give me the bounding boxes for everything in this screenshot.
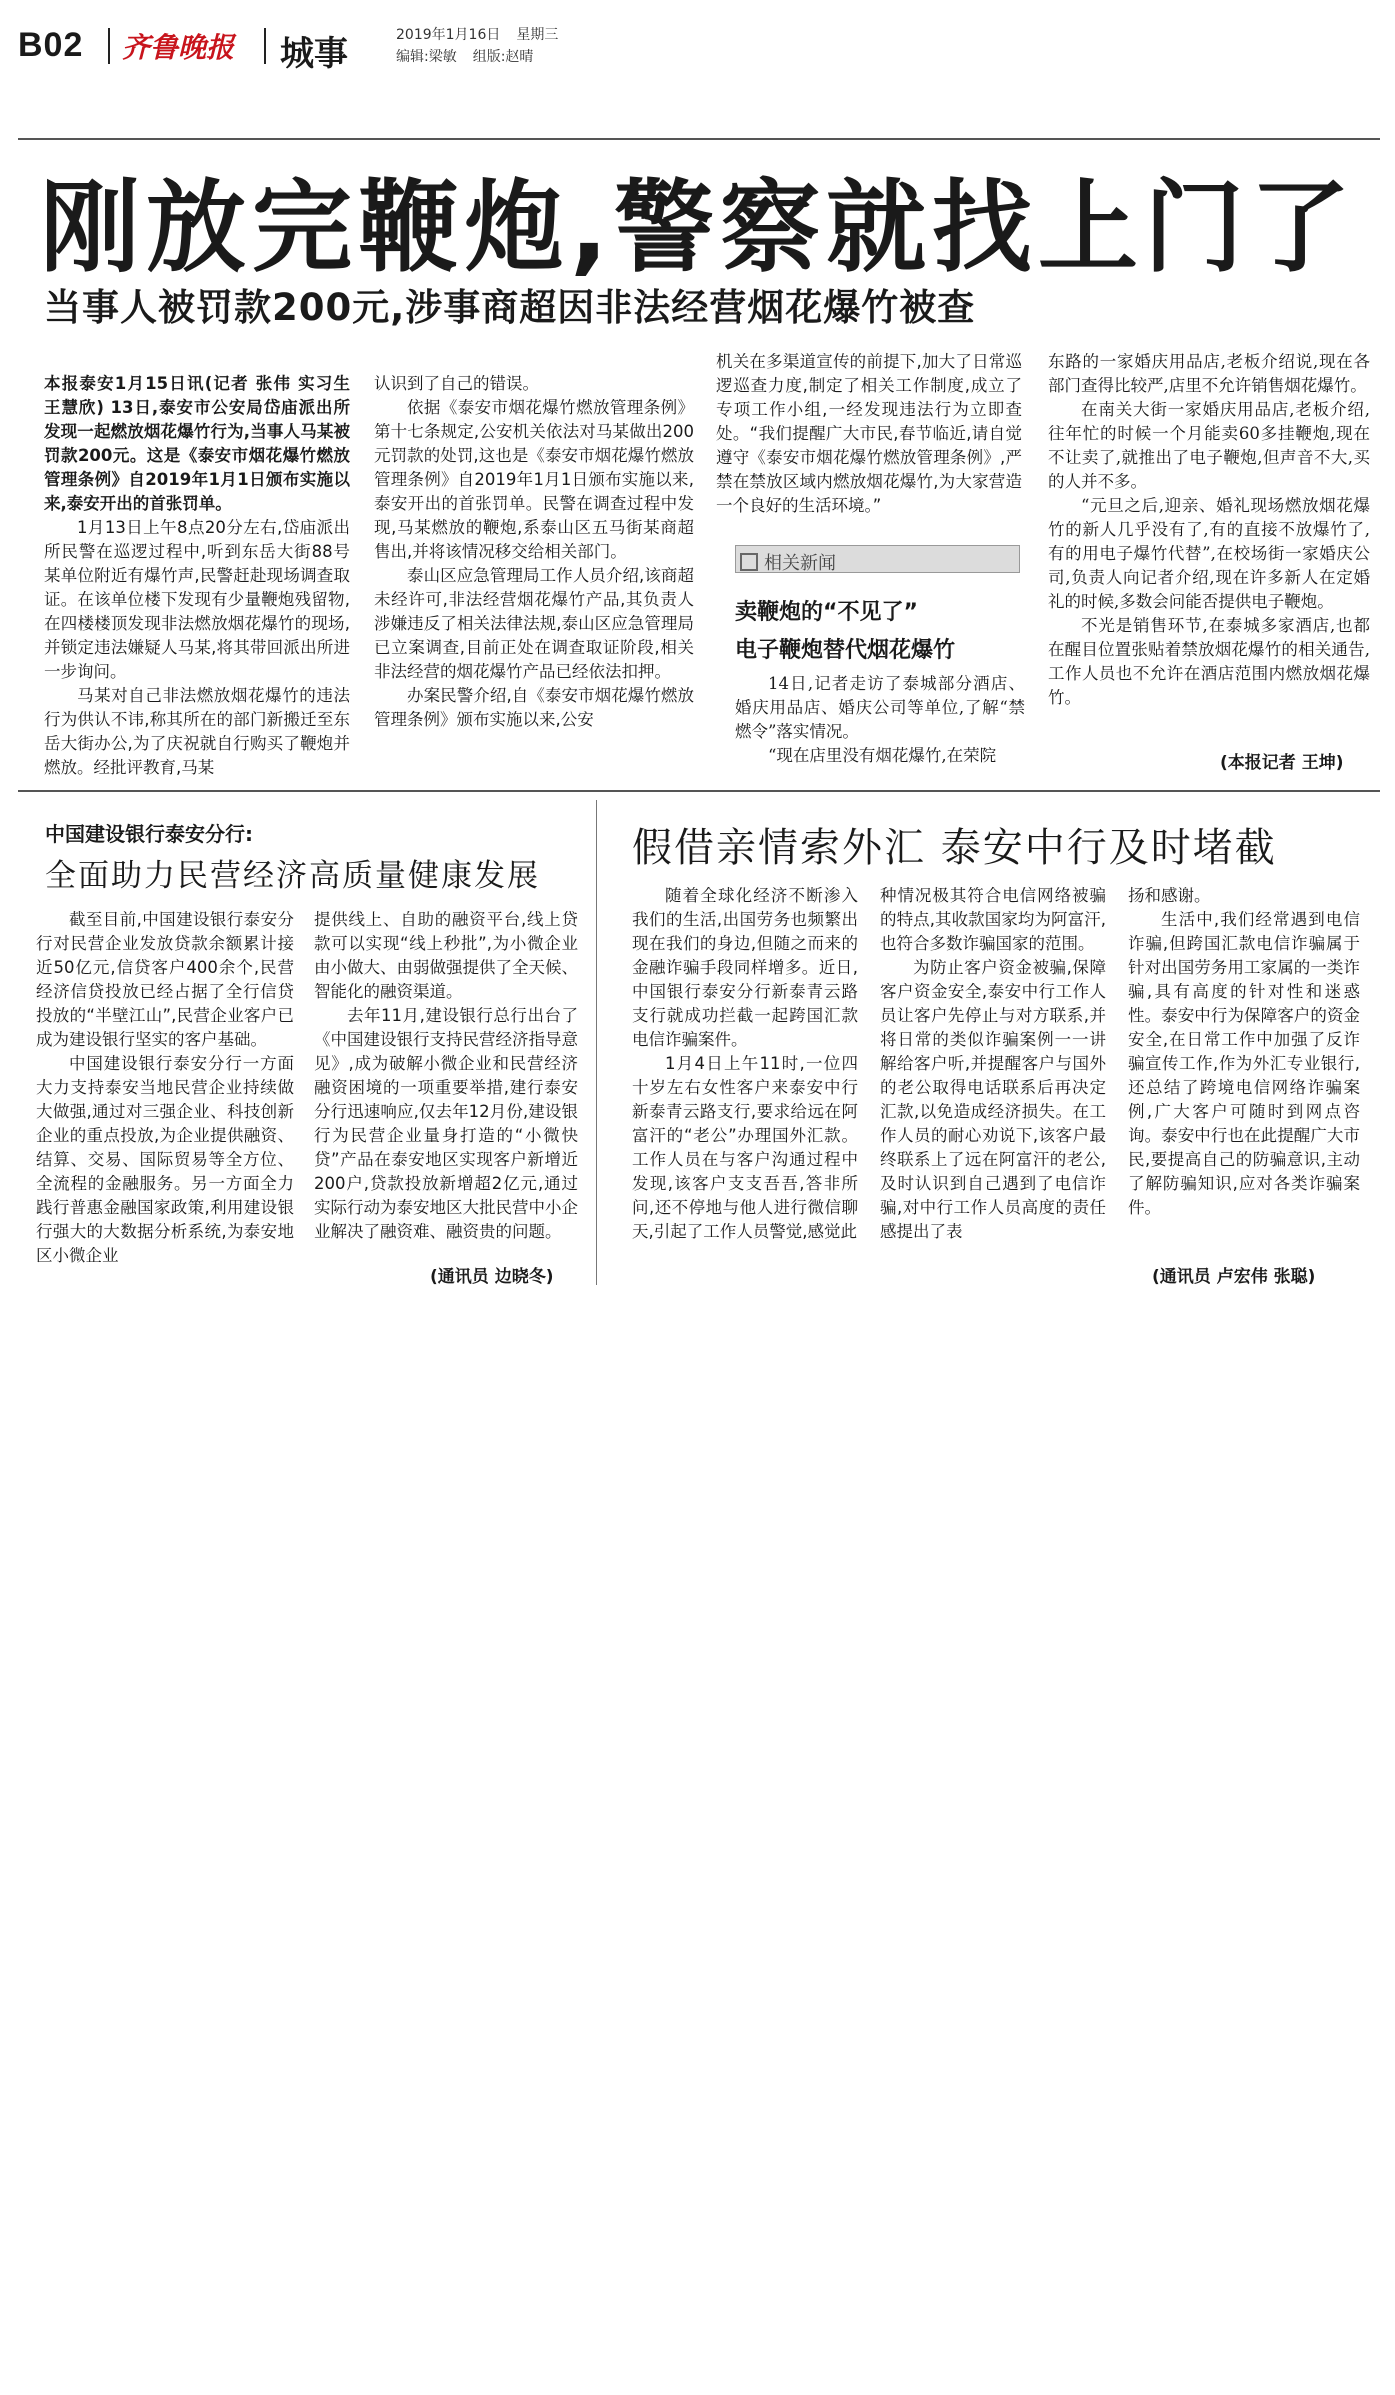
- paragraph: 去年11月,建设银行总行出台了《中国建设银行支持民营经济指导意见》,成为破解小微企业和民营经济融资困境的一项重要举措,建行泰安分行迅速响应,仅去年12月份,建设银行为民营企业量身打造的“小微快贷”产品在泰安地区实现客户新增近200户,贷款投放新增超2亿元,通过实际行动为泰安地区大批民营中小企业解决了融资难、融资贵的问题。: [314, 1006, 578, 1241]
- paragraph: 生活中,我们经常遇到电信诈骗,但跨国汇款电信诈骗属于针对出国劳务用工家属的一类诈骗,具有高度的针对性和迷惑性。泰安中行为保障客户的资金安全,在日常工作中加强了反诈骗宣传工作,作为外汇专业银行,还总结了跨境电信网络诈骗案例,广大客户可随时到网点咨询。泰安中行也在此提醒广大市民,要提高自己的防骗意识,主动了解防骗知识,应对各类诈骗案件。: [1128, 910, 1360, 1217]
- paragraph: 机关在多渠道宣传的前提下,加大了日常巡逻巡查力度,制定了相关工作制度,成立了专项工作小组,一经发现违法行为立即查处。“我们提醒广大市民,春节临近,请自觉遵守《泰安市烟花爆竹燃放管理条例》,严禁在禁放区域内燃放烟花爆竹,为大家营造一个良好的生活环境。”: [716, 352, 1022, 515]
- paragraph: 14日,记者走访了泰城部分酒店、婚庆用品店、婚庆公司等单位,了解“禁燃令”落实情况。: [735, 674, 1025, 741]
- paragraph: 认识到了自己的错误。: [374, 374, 539, 393]
- boc-column-3: [1128, 884, 1360, 1220]
- top-rule: [18, 138, 1380, 140]
- related-column: [735, 672, 1025, 768]
- related-title-2: 电子鞭炮替代烟花爆竹: [735, 638, 956, 663]
- paragraph: 扬和感谢。: [1128, 886, 1211, 905]
- ccb-title: 全面助力民营经济高质量健康发展: [45, 858, 540, 894]
- masthead: [18, 22, 1378, 72]
- boc-column-1: [632, 884, 858, 1244]
- paragraph: 截至目前,中国建设银行泰安分行对民营企业发放贷款余额累计接近50亿元,信贷客户400余个,民营经济信贷投放已经占据了全行信贷投放的“半壁江山”,民营企业客户已成为建设银行坚实的客户基础。: [36, 910, 294, 1049]
- paragraph: 1月13日上午8点20分左右,岱庙派出所民警在巡逻过程中,听到东岳大街88号某单位附近有爆竹声,民警赶赴现场调查取证。在该单位楼下发现有少量鞭炮残留物,在四楼楼顶发现非法燃放烟花爆竹的现场,并锁定违法嫌疑人马某,将其带回派出所进一步询问。: [44, 518, 350, 681]
- lead-subhead: 当事人被罚款200元,涉事商超因非法经营烟花爆竹被查: [44, 286, 976, 329]
- issue-date: 2019年1月16日: [396, 27, 501, 43]
- boc-byline: (通讯员 卢宏伟 张聪): [1152, 1267, 1316, 1287]
- divider: [264, 28, 266, 64]
- lead-byline: (本报记者 王坤): [1220, 753, 1344, 773]
- page-number: B02: [18, 26, 84, 64]
- lead-headline: 刚放完鞭炮,警察就找上门了: [40, 169, 1356, 286]
- issue-weekday: 星期三: [516, 27, 559, 43]
- paragraph: 依据《泰安市烟花爆竹燃放管理条例》第十七条规定,公安机关依法对马某做出200元罚款的处罚,这也是《泰安市烟花爆竹燃放管理条例》自2019年1月1日颁布实施以来,泰安开出的首张罚单。民警在调查过程中发现,马某燃放的鞭炮,系泰山区五马街某商超售出,并将该情况移交给相关部门。: [374, 398, 694, 561]
- section-title: 城事: [280, 34, 348, 74]
- paragraph: 马某对自己非法燃放烟花爆竹的违法行为供认不讳,称其所在的部门新搬迁至东岳大街办公,为了庆祝就自行购买了鞭炮并燃放。经批评教育,马某: [44, 686, 350, 777]
- ccb-column-1: [36, 908, 294, 1268]
- paragraph: “现在店里没有烟花爆竹,在荣院: [768, 746, 997, 765]
- paragraph: 提供线上、自助的融资平台,线上贷款可以实现“线上秒批”,为小微企业由小做大、由弱做强提供了全天候、智能化的融资渠道。: [314, 910, 578, 1001]
- paragraph: 本报泰安1月15日讯(记者 张伟 实习生 王慧欣) 13日,泰安市公安局岱庙派出所发现一起燃放烟花爆竹行为,当事人马某被罚款200元。这是《泰安市烟花爆竹燃放管理条例》自2019年1月1日颁布实施以来,泰安开出的首张罚单。: [44, 374, 350, 513]
- paragraph: 中国建设银行泰安分行一方面大力支持泰安当地民营企业持续做大做强,通过对三强企业、科技创新企业的重点投放,为企业提供融资、结算、交易、国际贸易等全方位、全流程的金融服务。另一方面全力践行普惠金融国家政策,利用建设银行强大的大数据分析系统,为泰安地区小微企业: [36, 1054, 294, 1265]
- paragraph: 1月4日上午11时,一位四十岁左右女性客户来泰安中行新泰青云路支行,要求给远在阿富汗的“老公”办理国外汇款。工作人员在与客户沟通过程中发现,该客户支支吾吾,答非所问,还不停地与他人进行微信聊天,引起了工作人员警觉,感觉此: [632, 1054, 858, 1241]
- boc-title: 假借亲情索外汇 泰安中行及时堵截: [632, 825, 1277, 871]
- lead-column-2: [374, 372, 694, 732]
- editor-credit: 编辑:梁敏: [396, 49, 457, 65]
- paragraph: “元旦之后,迎亲、婚礼现场燃放烟花爆竹的新人几乎没有了,有的直接不放爆竹了,有的用电子爆竹代替”,在校场街一家婚庆公司,负责人向记者介绍,现在许多新人在定婚礼的时候,多数会问能否提供电子鞭炮。: [1048, 496, 1370, 611]
- paragraph: 办案民警介绍,自《泰安市烟花爆竹燃放管理条例》颁布实施以来,公安: [374, 686, 694, 729]
- newspaper-logo: 齐鲁晚报: [122, 31, 235, 64]
- paragraph: 东路的一家婚庆用品店,老板介绍说,现在各部门查得比较严,店里不允许销售烟花爆竹。: [1048, 352, 1370, 395]
- paragraph: 不光是销售环节,在泰城多家酒店,也都在醒目位置张贴着禁放烟花爆竹的相关通告,工作人员也不允许在酒店范围内燃放烟花爆竹。: [1048, 616, 1370, 707]
- related-title-1: 卖鞭炮的“不见了”: [735, 600, 918, 625]
- lead-column-3: [716, 350, 1022, 518]
- middle-rule: [18, 790, 1380, 792]
- ccb-column-2: [314, 908, 578, 1244]
- square-icon: [740, 553, 758, 571]
- layout-credit: 组版:赵晴: [472, 49, 534, 65]
- divider: [108, 28, 110, 64]
- paragraph: 为防止客户资金被骗,保障客户资金安全,泰安中行工作人员让客户先停止与对方联系,并将日常的类似诈骗案例一一讲解给客户听,并提醒客户与国外的老公取得电话联系后再决定汇款,以免造成经济损失。在工作人员的耐心劝说下,该客户最终联系上了远在阿富汗的老公,及时认识到自己遇到了电信诈骗,对中行工作人员高度的责任感提出了表: [880, 958, 1106, 1241]
- issue-meta: [396, 24, 574, 68]
- boc-column-2: [880, 884, 1106, 1244]
- column-divider: [596, 800, 597, 1285]
- ccb-kicker: 中国建设银行泰安分行:: [45, 822, 253, 846]
- lead-column-4: [1048, 350, 1370, 710]
- ccb-byline: (通讯员 边晓冬): [430, 1267, 554, 1287]
- lead-column-1: [44, 372, 350, 780]
- paragraph: 种情况极其符合电信网络被骗的特点,其收款国家均为阿富汗,也符合多数诈骗国家的范围。: [880, 886, 1106, 953]
- related-news-label: 相关新闻: [740, 549, 836, 575]
- paragraph: 在南关大街一家婚庆用品店,老板介绍,往年忙的时候一个月能卖60多挂鞭炮,现在不让卖了,就推出了电子鞭炮,但声音不大,买的人并不多。: [1048, 400, 1370, 491]
- paragraph: 随着全球化经济不断渗入我们的生活,出国劳务也频繁出现在我们的身边,但随之而来的金融诈骗手段同样增多。近日,中国银行泰安分行新泰青云路支行就成功拦截一起跨国汇款电信诈骗案件。: [632, 886, 858, 1049]
- paragraph: 泰山区应急管理局工作人员介绍,该商超未经许可,非法经营烟花爆竹产品,其负责人涉嫌违反了相关法律法规,泰山区应急管理局已立案调查,目前正处在调查取证阶段,相关非法经营的烟花爆竹产品已经依法扣押。: [374, 566, 694, 681]
